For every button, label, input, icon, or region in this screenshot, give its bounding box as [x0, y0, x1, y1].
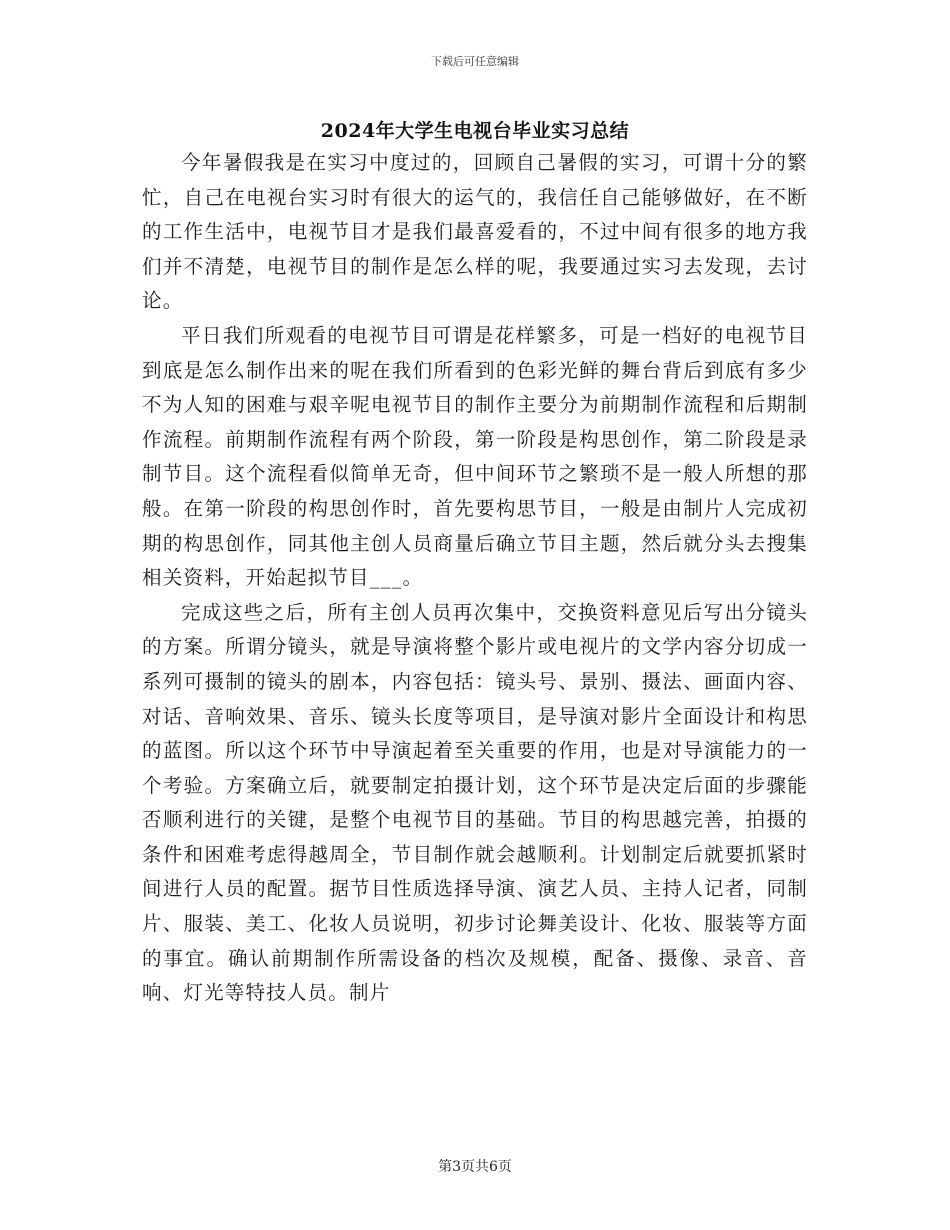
- document-title: 2024年大学生电视台毕业实习总结: [320, 120, 630, 142]
- header-note: 下载后可任意编辑: [431, 55, 519, 68]
- paragraph-1: 今年暑假我是在实习中度过的，回顾自己暑假的实习，可谓十分的繁忙，自己在电视台实习时有很大的运气的，我信任自己能够做好，在不断的工作生活中，电视节目才是我们最喜爱看的，不过中间有很多的地方我们并不清楚，电视节目的制作是怎么样的呢，我要通过实习去发现，去讨论。: [142, 151, 808, 313]
- paragraph-2: 平日我们所观看的电视节目可谓是花样繁多，可是一档好的电视节目到底是怎么制作出来的呢在我们所看到的色彩光鲜的舞台背后到底有多少不为人知的困难与艰辛呢电视节目的制作主要分为前期制作流程和后期制作流程。前期制作流程有两个阶段，第一阶段是构思创作，第二阶段是录制节目。这个流程看似简单无奇，但中间环节之繁琐不是一般人所想的那般。在第一阶段的构思创作时，首先要构思节目，一般是由制片人完成初期的构思创作，同其他主创人员商量后确立节目主题，然后就分头去搜集相关资料，开始起拟节目___。: [142, 323, 808, 590]
- page-indicator: 第3页共6页: [438, 1159, 512, 1175]
- paragraph-3: 完成这些之后，所有主创人员再次集中，交换资料意见后写出分镜头的方案。所谓分镜头，就是导演将整个影片或电视片的文学内容分切成一系列可摄制的镜头的剧本，内容包括：镜头号、景别、摄法、画面内容、对话、音响效果、音乐、镜头长度等项目，是导演对影片全面设计和构思的蓝图。所以这个环节中导演起着至关重要的作用，也是对导演能力的一个考验。方案确立后，就要制定拍摄计划，这个环节是决定后面的步骤能否顺利进行的关键，是整个电视节目的基础。节目的构思越完善，拍摄的条件和困难考虑得越周全，节目制作就会越顺利。计划制定后就要抓紧时间进行人员的配置。据节目性质选择导演、演艺人员、主持人记者，同制片、服装、美工、化妆人员说明，初步讨论舞美设计、化妆、服装等方面的事宜。确认前期制作所需设备的档次及规模，配备、摄像、录音、音响、灯光等特技人员。制片: [142, 600, 808, 1005]
- document-body: [142, 146, 808, 1011]
